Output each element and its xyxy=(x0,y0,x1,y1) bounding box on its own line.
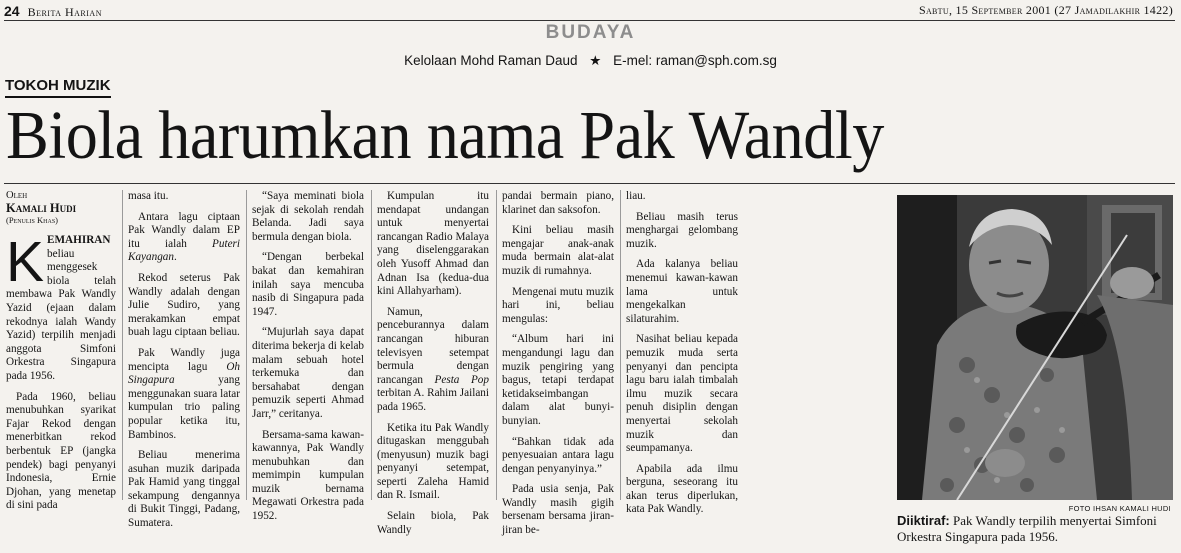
paragraph: Ada kalanya beliau menemui kawan-kawan lama untuk mengekalkan silaturahim. xyxy=(626,258,738,325)
caption-text: Pak Wandly terpilih menyertai Simfoni Orkestra Singapura pada 1956. xyxy=(897,513,1157,544)
issue-date: Sabtu, 15 September 2001 (27 Jamadilakhir 1422) xyxy=(919,3,1173,17)
paragraph xyxy=(128,211,240,265)
article-column-6 xyxy=(626,190,738,517)
paragraph: Kumpulan itu mendapat undangan untuk menyertai rancangan Radio Malaya yang diselenggarakan oleh Yusoff Ahmad dan Adnan Isa (kedua-dua kini Allahyarham). xyxy=(377,190,489,298)
masthead-left xyxy=(4,3,102,20)
column-rule xyxy=(371,190,372,500)
paragraph: Bersama-sama kawan-kawannya, Pak Wandly menubuhkan dan memimpin kumpulan muzik bernama Megawati Orkestra pada 1952. xyxy=(252,428,364,523)
paragraph: pandai bermain piano, klarinet dan saksofon. xyxy=(502,190,614,216)
paragraph xyxy=(377,306,489,415)
caption-label: Diiktiraf: xyxy=(897,513,950,528)
paragraph: Ketika itu Pak Wandly ditugaskan menggubah (menyusun) muzik bagi penyanyi setempat, seperti Zaleha Hamid dan R. Ismail. xyxy=(377,421,489,502)
show-title: Pesta Pop xyxy=(434,373,489,386)
paragraph: Apabila ada ilmu berguna, seseorang itu akan terus diperlukan, kata Pak Wandly. xyxy=(626,462,738,516)
paragraph: “Saya meminati biola sejak di sekolah rendah Belanda. Jadi saya bermula dengan biola. xyxy=(252,190,364,243)
paragraph xyxy=(128,347,240,442)
column-rule xyxy=(496,190,497,500)
photo-caption xyxy=(897,513,1177,544)
paper-name: Berita Harian xyxy=(27,5,102,19)
violinist-photo xyxy=(897,195,1173,500)
text-run: Namun, penceburannya dalam rancangan hiburan televisyen setempat bermula dengan rancangan xyxy=(377,305,489,386)
paragraph: liau. xyxy=(626,190,646,202)
song-title: Oh Singapura xyxy=(128,360,240,387)
byline-author: Kamali Hudi xyxy=(6,201,77,215)
headline-rule xyxy=(4,183,1175,184)
byline-role: (Penulis Khas) xyxy=(6,215,58,225)
byline-label: Oleh xyxy=(6,190,28,201)
paragraph: “Dengan berbekal bakat dan kemahiran inilah saya mencuba nasib di Singapura pada 1947. xyxy=(252,251,364,318)
paragraph: masa itu. xyxy=(128,190,169,202)
paragraph: Rekod seterus Pak Wandly adalah dengan Julie Sudiro, yang merakamkan empat buah lagu ciptaan beliau. xyxy=(128,271,240,339)
drop-cap: K xyxy=(6,230,45,294)
article-column-3 xyxy=(252,190,364,524)
article-column-1 xyxy=(6,190,116,513)
star-icon: ★ xyxy=(589,53,602,68)
column-rule xyxy=(122,190,123,500)
photo-credit: FOTO IHSAN KAMALI HUDI xyxy=(1068,504,1171,513)
section-title: BUDAYA xyxy=(545,22,636,43)
article-column-2 xyxy=(128,190,240,531)
paragraph: Mengenai mutu muzik hari ini, beliau mengulas: xyxy=(502,285,614,325)
text-run: Pak Wandly juga mencipta lagu xyxy=(128,346,240,373)
text-run: terbitan A. Rahim Jailani pada 1965. xyxy=(377,387,489,413)
article-column-4 xyxy=(377,190,489,537)
paragraph: Pada usia senja, Pak Wandly masih gigih bersenam bersama jiran-jiran be- xyxy=(502,483,614,537)
text-run: Antara lagu ciptaan Pak Wandly dalam EP itu ialah xyxy=(128,210,240,250)
paragraph: Nasihat beliau kepada pemuzik muda serta penyanyi dan pencipta lagu baru ialah timbalah ilmu muzik secara penuh disiplin dengan menyertai sekolah muzik dan seumpamanya. xyxy=(626,333,738,455)
photo-illustration xyxy=(897,195,1173,500)
lead-caps: EMAHIRAN xyxy=(47,234,111,246)
article-headline: Biola harumkan nama Pak Wandly xyxy=(6,97,884,173)
paragraph: Kini beliau masih mengajar anak-anak muda bermain alat-alat muzik di rumahnya. xyxy=(502,224,614,277)
text-run: . xyxy=(174,251,177,264)
byline xyxy=(6,190,116,226)
paragraph: “Album hari ini mengandungi lagu dan muzik pengiring yang bagus, tetapi terdapat ketidakseimbangan dalam alat bunyi-bunyian. xyxy=(502,333,614,427)
column-rule xyxy=(620,190,621,500)
editor-email: E-mel: raman@sph.com.sg xyxy=(613,53,777,68)
song-title: Puteri Kayangan xyxy=(128,237,240,264)
masthead-rule xyxy=(4,20,1175,21)
article-column-5 xyxy=(502,190,614,538)
article-kicker: TOKOH MUZIK xyxy=(5,77,111,98)
column-rule xyxy=(246,190,247,500)
text-run: yang menggunakan suara latar kumpulan trio paling popular ketika itu, Bambinos. xyxy=(128,374,240,441)
paragraph: Beliau masih terus menghargai gelombang muzik. xyxy=(626,210,738,250)
paragraph: Pada 1960, beliau menubuhkan syarikat Fajar Rekod dengan menerbitkan rekod berbentuk EP (jangka pendek) bagi penyanyi Indonesia, Ernie Djohan, yang menetap di sini pada xyxy=(6,390,116,512)
lead-paragraph xyxy=(6,230,116,384)
paragraph: “Bahkan tidak ada penyesuaian antara lagu dengan penyanyinya.” xyxy=(502,435,614,475)
editor-name: Kelolaan Mohd Raman Daud xyxy=(404,53,578,68)
lead-text: beliau menggesek biola telah membawa Pak Wandly Yazid (ejaan dalam rekodnya ialah Wandy Yazid) terpilih menjadi anggota Simfoni Orkestra Singapura pada 1956. xyxy=(6,247,116,382)
section-editor-line xyxy=(0,53,1181,69)
paragraph: Selain biola, Pak Wandly xyxy=(377,510,489,536)
paragraph: Beliau menerima asuhan muzik daripada Pak Hamid yang tinggal sekampung dengannya di Bukit Tinggi, Padang, Sumatera. xyxy=(128,449,240,530)
page-number: 24 xyxy=(4,3,20,19)
paragraph: “Mujurlah saya dapat diterima bekerja di kelab malam sebuah hotel terkemuka dan bersahabat dengan pemuzik seperti Ahmad Jarr,” ceritanya. xyxy=(252,326,364,420)
